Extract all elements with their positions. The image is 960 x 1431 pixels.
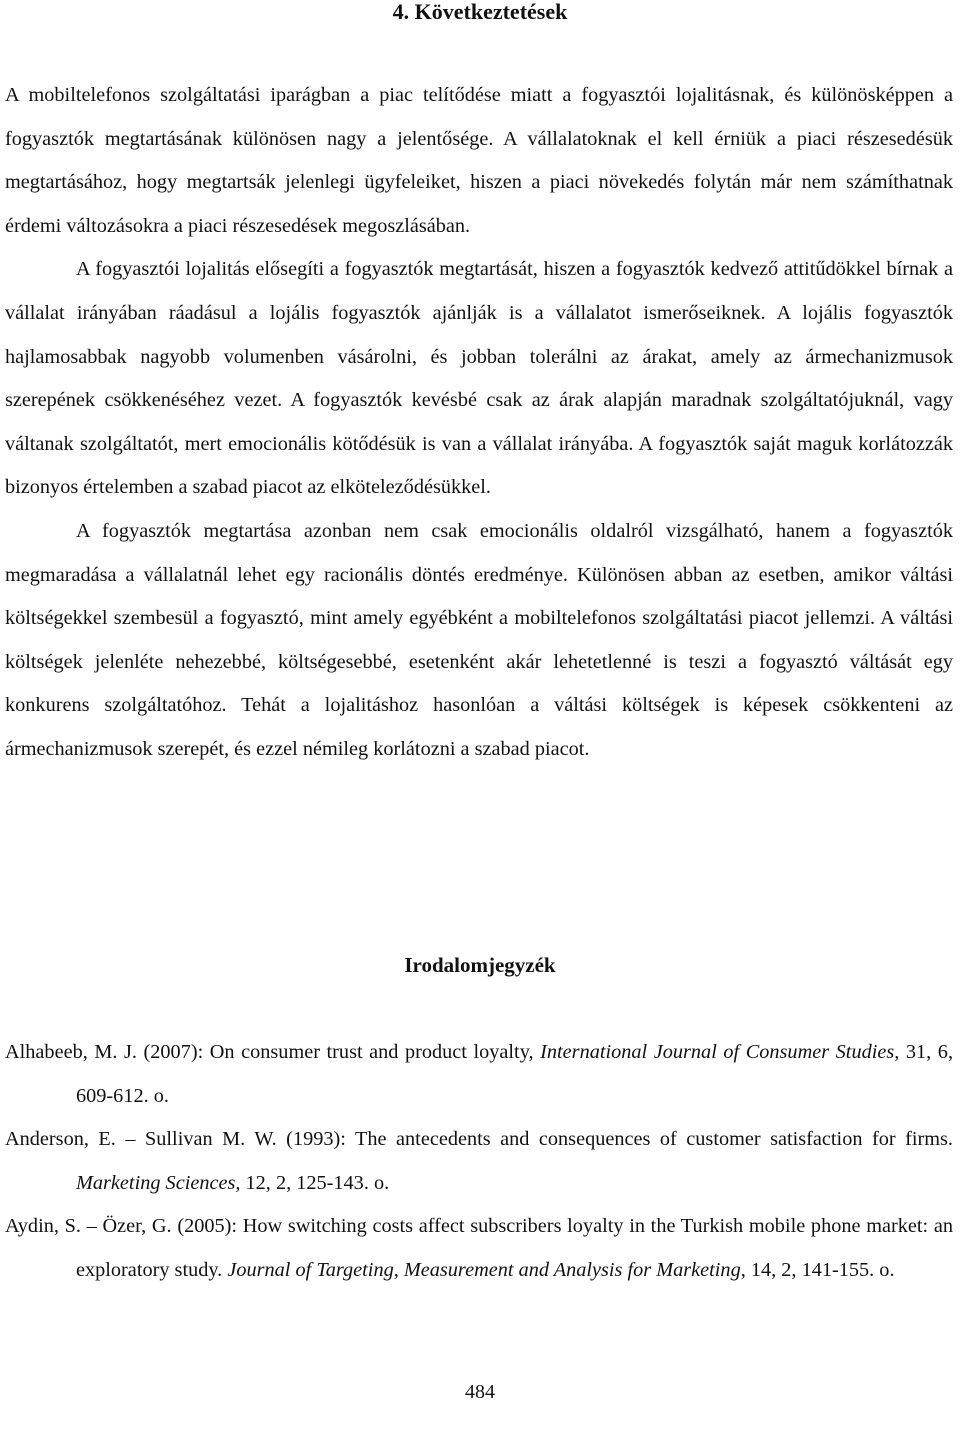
reference-journal: International Journal of Consumer Studies, — [540, 1041, 900, 1063]
body-text — [5, 74, 953, 772]
reference-details: , 14, 2, 141-155. o. — [740, 1258, 895, 1281]
page-number: 484 — [465, 1381, 495, 1403]
paragraph-2: A fogyasztói lojalitás elősegíti a fogyasztók megtartását, hiszen a fogyasztók kedvező attitűdökkel bírnak a vállalat irányában ráadásul a lojális fogyasztók ajánlják is a vállalatot ismerőseiknek. A lojális fogyasztók hajlamosabbak nagyobb volumenben vásárolni, és jobban tolerálni az árakat, amely az ármechanizmusok szerepének csökkenéséhez vezet. A fogyasztók kevésbé csak az árak alapján maradnak szolgáltatójuknál, vagy váltanak szolgáltatót, mert emocionális kötődésük is van a vállalat irányába. A fogyasztók saját maguk korlátozzák bizonyos értelemben a szabad piacot az elköteleződésükkel. — [5, 258, 953, 499]
reference-journal: Journal of Targeting, Measurement and Analysis for Marketing — [227, 1258, 741, 1281]
reference-details: 31, 6, 609-612. o. — [76, 1041, 954, 1107]
reference-item — [5, 1118, 953, 1205]
reference-text: Aydin, S. – Özer, G. (2005): How switching costs affect subscribers loyalty in the Turkish mobile phone market: an exploratory study. — [5, 1215, 953, 1281]
reference-details: 12, 2, 125-143. o. — [240, 1171, 390, 1194]
reference-journal: Marketing Sciences, — [76, 1171, 241, 1194]
reference-item — [5, 1031, 953, 1118]
reference-item — [5, 1205, 953, 1292]
references-list — [5, 1031, 953, 1293]
reference-text: Alhabeeb, M. J. (2007): On consumer trust and product loyalty, — [5, 1041, 541, 1063]
paragraph-1: A mobiltelefonos szolgáltatási iparágban a piac telítődése miatt a fogyasztói lojalitásnak, és különösképpen a fogyasztók megtartásának különösen nagy a jelentősége. A vállalatoknak el kell érniük a piaci részesedésük megtartásához, hogy megtartsák jelenlegi ügyfeleiket, hiszen a piaci növekedés folytán már nem számíthatnak érdemi változásokra a piaci részesedések megoszlásában. — [5, 84, 953, 237]
references-title: Irodalomjegyzék — [404, 953, 556, 977]
section-title: 4. Következtetések — [392, 0, 568, 24]
reference-text: Anderson, E. – Sullivan M. W. (1993): The antecedents and consequences of customer satisfaction for firms. — [5, 1128, 953, 1151]
paragraph-3: A fogyasztók megtartása azonban nem csak emocionális oldalról vizsgálható, hanem a fogyasztók megmaradása a vállalatnál lehet egy racionális döntés eredménye. Különösen abban az esetben, amikor váltási költségekkel szembesül a fogyasztó, mint amely egyébként a mobiltelefonos szolgáltatási piacot jellemzi. A váltási költségek jelenléte nehezebbé, költségesebbé, esetenként akár lehetetlenné is teszi a fogyasztó váltását egy konkurens szolgáltatóhoz. Tehát a lojalitáshoz hasonlóan a váltási költségek is képesek csökkenteni az ármechanizmusok szerepét, és ezzel némileg korlátozni a szabad piacot. — [5, 519, 953, 760]
